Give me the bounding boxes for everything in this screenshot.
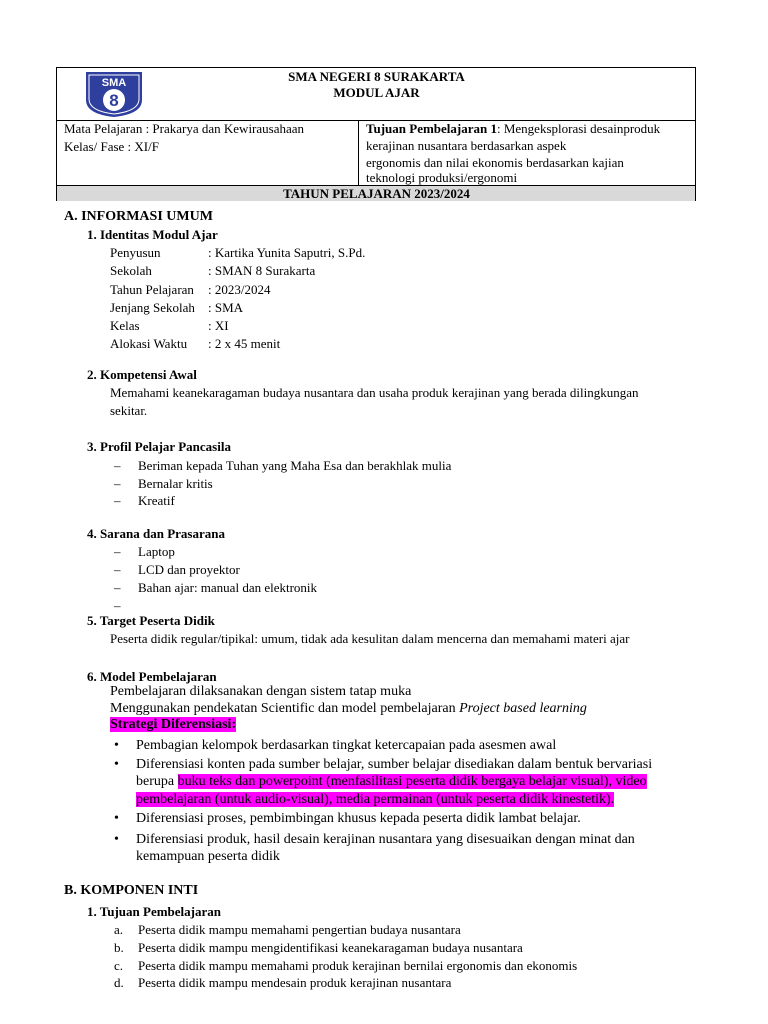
- list-item: Bernalar kritis: [138, 476, 213, 491]
- goal-line-4: teknologi produksi/ergonomi: [366, 170, 518, 185]
- list-marker: b.: [114, 940, 124, 955]
- list-dash: –: [114, 598, 121, 613]
- goal-label: Tujuan Pembelajaran 1: [366, 121, 497, 136]
- list-item: Peserta didik mampu memahami produk kerajinan bernilai ergonomis dan ekonomis: [138, 958, 578, 973]
- profil-title: 3. Profil Pelajar Pancasila: [87, 439, 231, 454]
- highlighted-text: buku teks dan powerpoint (menfasilitasi peserta didik bergaya belajar visual), video: [177, 774, 647, 789]
- list-dash: –: [114, 580, 121, 595]
- text-span: berupa: [136, 774, 178, 789]
- identitas-label: Penyusun: [110, 245, 161, 260]
- bullet-icon: •: [114, 738, 119, 753]
- model-approach: Menggunakan pendekatan Scientific dan model pembelajaran: [110, 701, 460, 716]
- svg-text:SMA: SMA: [101, 77, 127, 89]
- goal-line-1: [366, 120, 660, 137]
- bullet-icon: •: [114, 832, 119, 847]
- list-item: Peserta didik mampu mendesain produk kerajinan nusantara: [138, 975, 452, 990]
- list-dash: –: [114, 562, 121, 577]
- identitas-value: : 2 x 45 menit: [208, 336, 281, 351]
- list-item: Diferensiasi produk, hasil desain kerajinan nusantara yang disesuaikan dengan minat dan: [136, 832, 635, 847]
- kompetensi-text: Memahami keanekaragaman budaya nusantara dan usaha produk kerajinan yang berada dilingkungan: [110, 385, 639, 400]
- list-item-cont: kemampuan peserta didik: [136, 849, 280, 864]
- identitas-label: Kelas: [110, 318, 140, 333]
- identitas-value: : SMA: [208, 300, 244, 315]
- bullet-icon: •: [114, 757, 119, 772]
- list-item: Pembagian kelompok berdasarkan tingkat ketercapaian pada asesmen awal: [136, 738, 557, 753]
- strategy-label: Strategi Diferensiasi:: [110, 717, 237, 732]
- list-dash: –: [114, 458, 121, 473]
- identitas-label: Jenjang Sekolah: [110, 300, 195, 315]
- school-name: SMA NEGERI 8 SURAKARTA: [288, 69, 465, 84]
- goal-line-2: kerajinan nusantara berdasarkan aspek: [366, 138, 567, 153]
- academic-year: TAHUN PELAJARAN 2023/2024: [283, 186, 470, 201]
- highlighted-text: pembelajaran (untuk audio-visual), media permainan (untuk peserta didik kinestetik).: [136, 792, 615, 807]
- list-item: Peserta didik mampu memahami pengertian budaya nusantara: [138, 922, 461, 937]
- list-item: Beriman kepada Tuhan yang Maha Esa dan berakhlak mulia: [138, 458, 452, 473]
- bullet-icon: •: [114, 811, 119, 826]
- strategy-title: [110, 716, 236, 734]
- model-title: 6. Model Pembelajaran: [87, 669, 217, 684]
- section-a-title: A. INFORMASI UMUM: [64, 209, 213, 224]
- identitas-label: Tahun Pelajaran: [110, 282, 194, 297]
- list-item: Laptop: [138, 544, 175, 559]
- identitas-value: : XI: [208, 318, 229, 333]
- list-item: LCD dan proyektor: [138, 562, 240, 577]
- list-dash: –: [114, 544, 121, 559]
- target-title: 5. Target Peserta Didik: [87, 613, 215, 628]
- identitas-label: Alokasi Waktu: [110, 336, 188, 351]
- list-marker: c.: [114, 958, 124, 973]
- model-text: Pembelajaran dilaksanakan dengan sistem tatap muka: [110, 684, 412, 699]
- svg-text:8: 8: [109, 91, 119, 110]
- grade-line: Kelas/ Fase : XI/F: [64, 139, 159, 154]
- list-item: Peserta didik mampu mengidentifikasi keanekaragaman budaya nusantara: [138, 940, 523, 955]
- subject-line: Mata Pelajaran : Prakarya dan Kewirausahaan: [64, 121, 305, 136]
- header-column-divider: [358, 120, 359, 186]
- identitas-value: : SMAN 8 Surakarta: [208, 263, 316, 278]
- list-item-cont: [136, 773, 647, 791]
- list-item: Diferensiasi konten pada sumber belajar, sumber belajar disediakan dalam bentuk bervariasi: [136, 757, 653, 772]
- target-text: Peserta didik regular/tipikal: umum, tidak ada kesulitan dalam mencerna dan memahami materi ajar: [110, 631, 630, 646]
- list-dash: –: [114, 493, 121, 508]
- goal-line-3: ergonomis dan nilai ekonomis berdasarkan kajian: [366, 155, 624, 170]
- document-title: MODUL AJAR: [333, 85, 420, 100]
- list-dash: –: [114, 476, 121, 491]
- identitas-label: Sekolah: [110, 263, 152, 278]
- list-marker: a.: [114, 922, 124, 937]
- kompetensi-title: 2. Kompetensi Awal: [87, 367, 197, 382]
- list-item: Kreatif: [138, 493, 175, 508]
- list-marker: d.: [114, 975, 124, 990]
- section-b-title: B. KOMPONEN INTI: [64, 883, 199, 898]
- goal-text: : Mengeksplorasi desainproduk: [496, 121, 661, 136]
- list-item: Bahan ajar: manual dan elektronik: [138, 580, 318, 595]
- tujuan-title: 1. Tujuan Pembelajaran: [87, 904, 221, 919]
- identitas-title: 1. Identitas Modul Ajar: [87, 227, 218, 242]
- list-item: Diferensiasi proses, pembimbingan khusus kepada peserta didik lambat belajar.: [136, 811, 581, 826]
- identitas-value: : 2023/2024: [208, 282, 271, 297]
- kompetensi-text: sekitar.: [110, 403, 148, 418]
- list-item-cont: [136, 791, 614, 809]
- sarana-title: 4. Sarana dan Prasarana: [87, 526, 225, 541]
- model-name: Project based learning: [459, 701, 587, 716]
- identitas-value: : Kartika Yunita Saputri, S.Pd.: [208, 245, 366, 260]
